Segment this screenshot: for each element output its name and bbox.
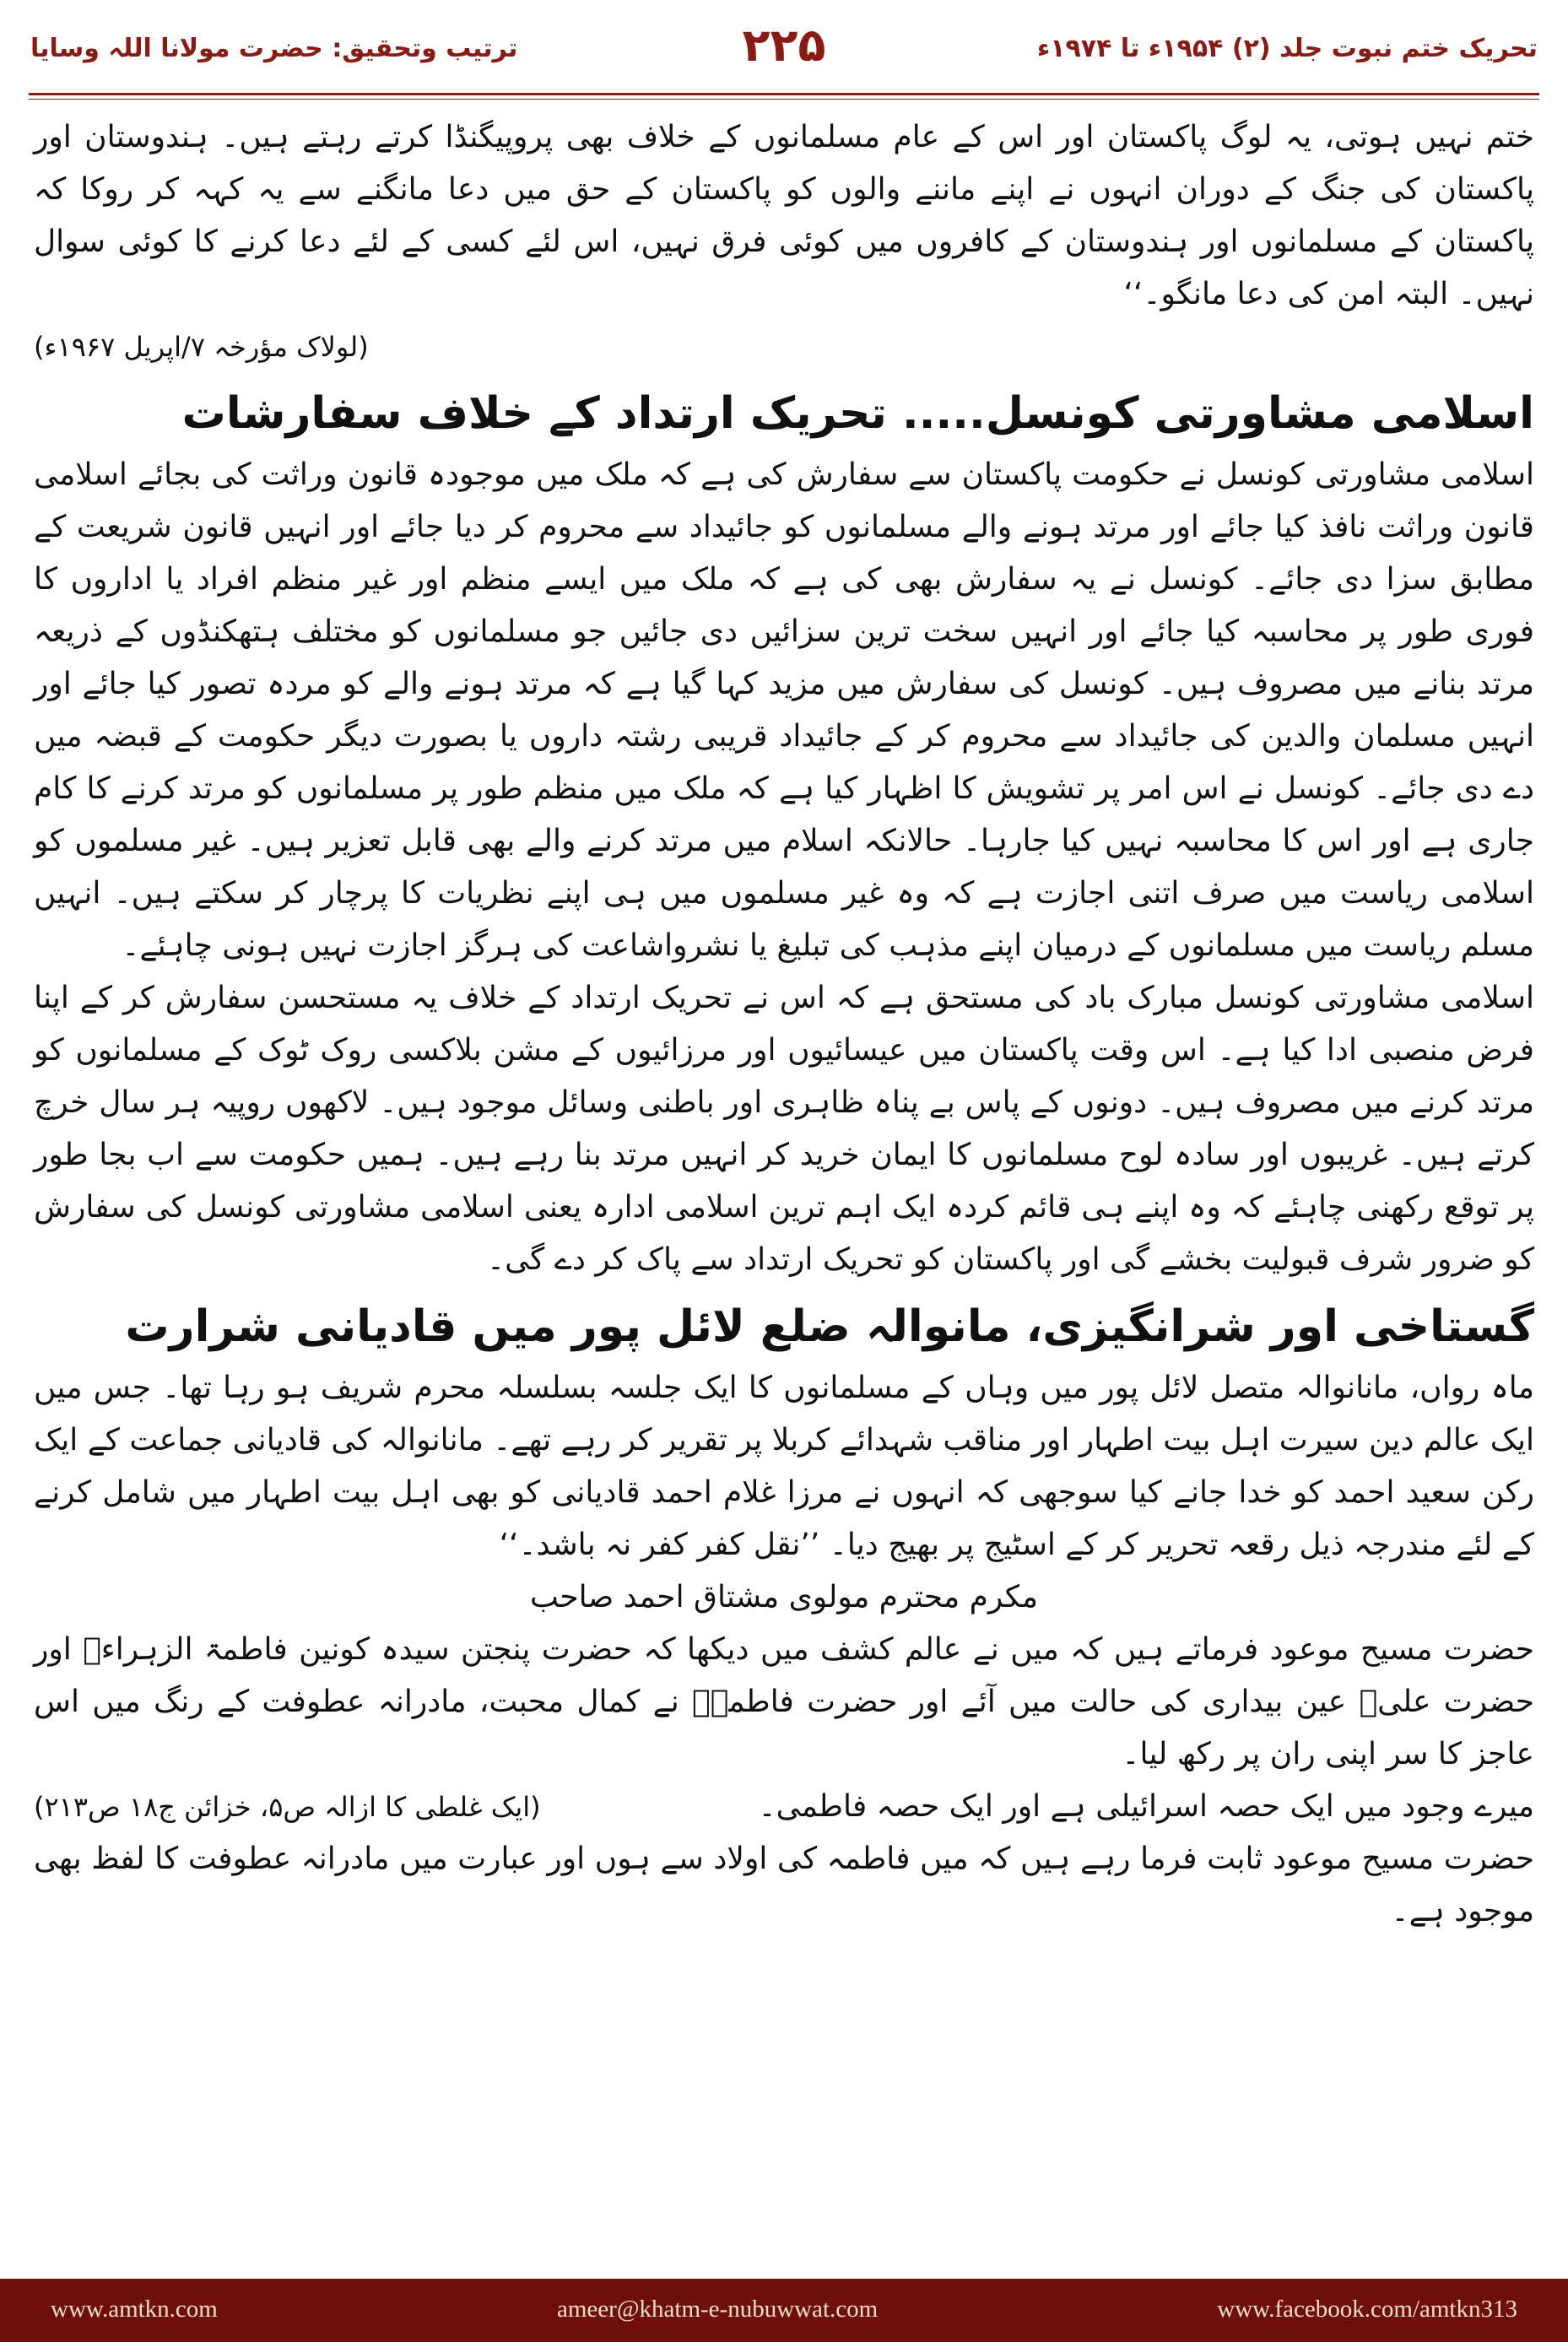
paragraph-3: اسلامی مشاورتی کونسل مبارک باد کی مستحق ہے کہ اس نے تحریک ارتداد کے خلاف یہ مستحسن سفارش کر کے اپنا فرض منصبی ادا کیا ہے۔ اس وقت پاکستان میں عیسائیوں اور مرزائیوں کے مشن بلاکسی روک ٹوک کے مسلمانوں کو مرتد کرنے میں مصروف ہیں۔ دونوں کے پاس بے پناہ ظاہری اور باطنی وسائل موجود ہیں۔ لاکھوں روپیہ ہر سال خرچ کرتے ہیں۔ غریبوں اور سادہ لوح مسلمانوں کا ایمان خرید کر انہیں مرتد بنا رہے ہیں۔ ہمیں حکومت سے اب بجا طور پر توقع رکھنی چاہئے کہ وہ اپنے ہی قائم کردہ ایک اہم ترین اسلامی ادارہ یعنی اسلامی مشاورتی کونسل کی سفارش کو ضرور شرف قبولیت بخشے گی اور پاکستان کو تحریک ارتداد سے پاک کر دے گی۔ (34, 981, 1534, 1277)
letter-salutation: مکرم محترم مولوی مشتاق احمد صاحب (530, 1580, 1038, 1615)
section-heading-1: اسلامی مشاورتی کونسل..... تحریک ارتداد کے خلاف سفارشات (181, 388, 1534, 439)
reference-citation-1: (لولاک مؤرخہ ۷/اپریل ۱۹۶۷ء) (34, 331, 369, 363)
book-title: تحریک ختم نبوت جلد (۲) ۱۹۵۴ء تا ۱۹۷۴ء (1036, 34, 1538, 63)
section-heading-2: گستاخی اور شرانگیزی، مانوالہ ضلع لائل پور میں قادیانی شرارت (125, 1301, 1534, 1352)
paragraph-6: میرے وجود میں ایک حصہ اسرائیلی ہے اور ایک حصہ فاطمی۔ (758, 1789, 1534, 1824)
header-divider-thin (29, 99, 1539, 100)
paragraph-4: ماہ رواں، مانانوالہ متصل لائل پور میں وہاں کے مسلمانوں کا ایک جلسہ بسلسلہ محرم شریف ہو رہا تھا۔ جس میں ایک عالم دین سیرت اہل بیت اطہار اور مناقب شہدائے کربلا پر تقریر کر رہے تھے۔ مانانوالہ کی قادیانی جماعت کے ایک رکن سعید احمد کو خدا جانے کیا سوجھی کہ انہوں نے مرزا غلام احمد قادیانی کو بھی اہل بیت اطہار میں شامل کرنے کے لئے مندرجہ ذیل رقعہ تحریر کر کے اسٹیج پر بھیج دیا۔ ’’نقل کفر کفر نہ باشد۔‘‘ (34, 1371, 1534, 1562)
page-footer (0, 2279, 1568, 2342)
page-number: ۲۲۵ (742, 19, 826, 72)
paragraph-1: ختم نہیں ہوتی، یہ لوگ پاکستان اور اس کے عام مسلمانوں کے خلاف بھی پروپیگنڈا کرتے رہتے ہیں۔ ہندوستان اور پاکستان کی جنگ کے دوران انہوں نے اپنے ماننے والوں کو پاکستان کے حق میں دعا مانگنے سے یہ کہہ کر روکا کہ پاکستان کے مسلمانوں اور ہندوستان کے کافروں میں کوئی فرق نہیں، اس لئے کسی کے لئے دعا کرنے کا کوئی سوال نہیں۔ البتہ امن کی دعا مانگو۔‘‘ (34, 120, 1534, 311)
reference-line-2 (34, 1781, 1534, 1833)
page-header (0, 0, 1568, 100)
footer-facebook-link[interactable]: www.facebook.com/amtkn313 (1217, 2296, 1517, 2323)
page-body (34, 111, 1534, 1938)
reference-citation-2: (ایک غلطی کا ازالہ ص۵، خزائن ج۱۸ ص۲۱۳) (34, 1791, 541, 1823)
footer-email-link[interactable]: ameer@khatm-e-nubuwwat.com (556, 2296, 879, 2323)
compiler-credit: ترتیب وتحقیق: حضرت مولانا اللہ وسایا (30, 34, 518, 63)
reference-line-1 (34, 321, 1534, 373)
paragraph-5: حضرت مسیح موعود فرماتے ہیں کہ میں نے عالم کشف میں دیکھا کہ حضرت پنجتن سیدہ کونین فاطمۃ الزہراءؓ اور حضرت علیؓ عین بیداری کی حالت میں آئے اور حضرت فاطمہؓ نے کمال محبت، مادرانہ عطوفت کے رنگ میں اس عاجز کا سر اپنی ران پر رکھ لیا۔ (34, 1632, 1534, 1771)
footer-website-link[interactable]: www.amtkn.com (51, 2296, 218, 2323)
header-divider (29, 93, 1539, 95)
paragraph-7: حضرت مسیح موعود ثابت فرما رہے ہیں کہ میں فاطمہ کی اولاد سے ہوں اور عبارت میں مادرانہ عطوفت کا لفظ بھی موجود ہے۔ (34, 1842, 1534, 1928)
paragraph-2: اسلامی مشاورتی کونسل نے حکومت پاکستان سے سفارش کی ہے کہ ملک میں موجودہ قانون وراثت کی بجائے اسلامی قانون وراثت نافذ کیا جائے اور مرتد ہونے والے مسلمانوں کو جائیداد سے محروم کر دیا جائے اور انہیں قانون شریعت کے مطابق سزا دی جائے۔ کونسل نے یہ سفارش بھی کی ہے کہ ملک میں ایسے منظم اور غیر منظم افراد یا اداروں کا فوری طور پر محاسبہ کیا جائے اور انہیں سخت ترین سزائیں دی جائیں جو مسلمانوں کو مختلف ہتھکنڈوں کے ذریعہ مرتد بنانے میں مصروف ہیں۔ کونسل کی سفارش میں مزید کہا گیا ہے کہ مرتد ہونے والے کو مردہ تصور کیا جائے اور انہیں مسلمان والدین کی جائیداد سے محروم کر کے جائیداد قریبی رشتہ داروں یا بصورت دیگر حکومت کے قبضہ میں دے دی جائے۔ کونسل نے اس امر پر تشویش کا اظہار کیا ہے کہ ملک میں منظم طور پر مسلمانوں کو مرتد کرنے کا کام جاری ہے اور اس کا محاسبہ نہیں کیا جارہا۔ حالانکہ اسلام میں مرتد کرنے والے بھی قابل تعزیر ہیں۔ غیر مسلموں کو اسلامی ریاست میں صرف اتنی اجازت ہے کہ وہ غیر مسلموں میں ہی اپنے نظریات کا پرچار کر سکتے ہیں۔ انہیں مسلم ریاست میں مسلمانوں کے درمیان اپنے مذہب کی تبلیغ یا نشرواشاعت کی ہرگز اجازت نہیں ہونی چاہئے۔ (34, 457, 1534, 963)
